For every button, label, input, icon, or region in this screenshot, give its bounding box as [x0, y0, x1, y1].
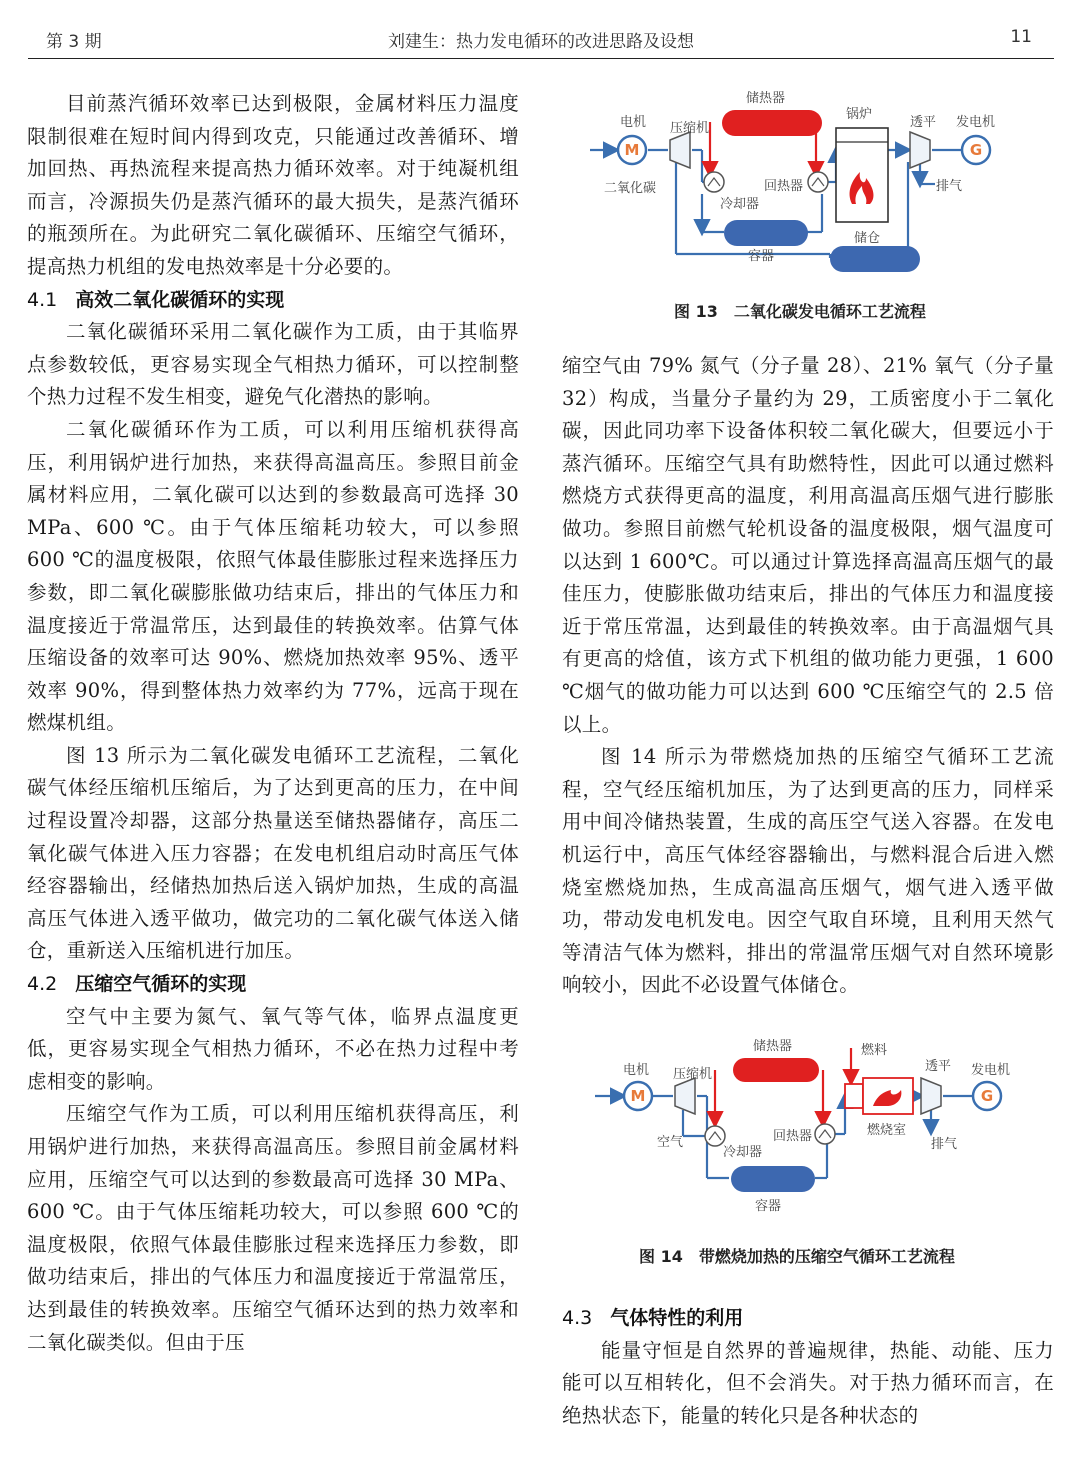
label-compressor: 压缩机: [673, 1067, 713, 1082]
right-column-lower: [562, 1302, 1054, 1432]
page-number: 11: [1010, 27, 1032, 47]
label-regenerator: 回热器: [773, 1129, 813, 1144]
label-motor: 电机: [623, 1063, 650, 1078]
label-container: 容器: [755, 1199, 782, 1214]
section-title: 压缩空气循环的实现: [75, 973, 247, 996]
fig13-cooler-icon: [704, 172, 724, 192]
paragraph: 二氧化碳循环作为工质，可以利用压缩机获得高压，利用锅炉进行加热，来获得高温高压。参照目前金属材料应用，二氧化碳可以达到的参数最高可选择 30 MPa、600 ℃。由于气体压缩耗功较大，可以参照 600 ℃的温度极限，依照气体最佳膨胀过程来选择压力参数，即二氧化碳膨胀做功结束后，排出的气体压力和温度接近于常温常压，达到最佳的转换效率。估算气体压缩设备的效率可达 90%、燃烧加热效率 95%、透平效率 90%，得到整体热力效率约为 77%，远高于现在燃煤机组。: [27, 417, 519, 735]
fig14-cooler-icon: [705, 1126, 725, 1146]
section-heading-4-3: [562, 1302, 1054, 1335]
fig14-regenerator-icon: [815, 1124, 835, 1144]
label-boiler: 锅炉: [846, 107, 873, 122]
issue-number: 第 3 期: [46, 32, 102, 52]
fig14-compressor-icon: [675, 1078, 695, 1114]
fig14-container-tank: [731, 1166, 815, 1192]
fig13-boiler: [836, 128, 888, 222]
fig14-motor: [624, 1082, 652, 1110]
label-fuel: 燃料: [861, 1043, 888, 1058]
label-exhaust: 排气: [931, 1137, 958, 1152]
figure-14-diagram: [595, 1034, 1045, 1224]
fig14-heat-storage-tank: [733, 1058, 819, 1082]
fig13-motor: [618, 136, 646, 164]
fig13-regenerator-icon: [808, 172, 828, 192]
section-title: 高效二氧化碳循环的实现: [75, 288, 285, 311]
paragraph: 图 13 所示为二氧化碳发电循环工艺流程，二氧化碳气体经压缩机压缩后，为了达到更高的压力，在中间过程设置冷却器，这部分热量送至储热器储存，高压二氧化碳气体进入压力容器；在发电机组启动时高压气体经容器输出，经储热加热后送入锅炉加热，生成的高温高压气体进入透平做功，做完功的二氧化碳气体送入储仓，重新送入压缩机进行加压。: [27, 743, 519, 963]
paragraph: 空气中主要为氮气、氧气等气体，临界点温度更低，更容易实现全气相热力循环，不必在热力过程中考虑相变的影响。: [27, 1004, 519, 1093]
figure-14-caption: 图 14 带燃烧加热的压缩空气循环工艺流程: [639, 1247, 955, 1266]
label-heat-storage: 储热器: [746, 91, 786, 106]
figure-13-diagram: [590, 82, 1050, 282]
fig14-combustor: [845, 1078, 913, 1114]
paragraph: 图 14 所示为带燃烧加热的压缩空气循环工艺流程，空气经压缩机加压，为了达到更高的压力，同样采用中间冷储热装置，生成的高压空气送入容器。在发电机运行中，高压气体经容器输出，与燃料混合后进入燃烧室燃烧加热，生成高温高压烟气，烟气进入透平做功，带动发电机发电。因空气取自环境，且利用天然气等清洁气体为燃料，排出的常温常压烟气对自然环境影响较小，因此不必设置气体储仓。: [562, 745, 1054, 997]
section-number: 4.2: [27, 973, 58, 996]
paragraph: 压缩空气作为工质，可以利用压缩机获得高压，利用锅炉进行加热，来获得高温高压。参照目前金属材料应用，压缩空气可以达到的参数最高可选择 30 MPa、600 ℃。由于气体压缩耗功较大，可以参照 600 ℃的温度极限，依照气体最佳膨胀过程来选择压力参数，即做功结束后，排出的气体压力和温度接近于常温常压，达到最佳的转换效率。压缩空气循环达到的热力效率和二氧化碳类似。但由于压: [27, 1102, 519, 1354]
left-column: [27, 88, 519, 1359]
section-number: 4.3: [562, 1307, 593, 1329]
label-exhaust: 排气: [936, 179, 963, 194]
generator-glyph: G: [969, 141, 983, 159]
label-air: 空气: [657, 1135, 684, 1150]
label-turbine: 透平: [910, 115, 937, 130]
label-combustor: 燃烧室: [867, 1123, 907, 1138]
motor-glyph: M: [630, 1087, 646, 1105]
paragraph: 能量守恒是自然界的普遍规律，热能、动能、压力能可以互相转化，但不会消失。对于热力循环而言，在绝热状态下，能量的转化只是各种状态的: [562, 1338, 1054, 1427]
label-generator: 发电机: [971, 1063, 1011, 1078]
fig13-silo-tank: [830, 246, 920, 272]
label-heat-storage: 储热器: [753, 1039, 793, 1054]
right-column: [562, 350, 1054, 1002]
label-regenerator: 回热器: [764, 179, 804, 194]
fig13-turbine-icon: [910, 132, 930, 168]
generator-glyph: G: [980, 1087, 994, 1105]
label-silo: 储仓: [854, 231, 881, 246]
motor-glyph: M: [624, 141, 640, 159]
paragraph: 二氧化碳循环采用二氧化碳作为工质，由于其临界点参数较低，更容易实现全气相热力循环，可以控制整个热力过程不发生相变，避免气化潜热的影响。: [27, 320, 519, 409]
section-heading-4-2: [27, 968, 519, 1001]
running-title: 刘建生：热力发电循环的改进思路及设想: [388, 32, 694, 52]
label-cooler: 冷却器: [720, 197, 760, 212]
label-motor: 电机: [620, 115, 647, 130]
label-generator: 发电机: [956, 115, 996, 130]
section-number: 4.1: [27, 288, 58, 311]
fig13-container-tank: [724, 220, 808, 246]
figure-13-caption: 图 13 二氧化碳发电循环工艺流程: [674, 302, 926, 321]
fig13-compressor-icon: [670, 132, 690, 168]
label-container: 容器: [748, 249, 775, 264]
paragraph: 目前蒸汽循环效率已达到极限，金属材料压力温度限制很难在短时间内得到攻克，只能通过改善循环、增加回热、再热流程来提高热力循环效率。对于纯凝机组而言，冷源损失仍是蒸汽循环的最大损失，是蒸汽循环的瓶颈所在。为此研究二氧化碳循环、压缩空气循环，提高热力机组的发电热效率是十分必要的。: [27, 92, 519, 278]
section-heading-4-1: [27, 284, 519, 317]
fig13-generator: [962, 136, 990, 164]
running-header: [28, 22, 1054, 59]
label-compressor: 压缩机: [670, 121, 710, 136]
fig14-generator: [973, 1082, 1001, 1110]
fig13-heat-storage-tank: [722, 110, 822, 136]
label-co2: 二氧化碳: [604, 181, 657, 196]
paragraph: 缩空气由 79% 氮气（分子量 28）、21% 氧气（分子量 32）构成，当量分子量约为 29，工质密度小于二氧化碳，因此同功率下设备体积较二氧化碳大，但要远小于蒸汽循环。压缩空气具有助燃特性，因此可以通过燃料燃烧方式获得更高的温度，利用高温高压烟气进行膨胀做功。参照目前燃气轮机设备的温度极限，烟气温度可以达到 1 600℃。可以通过计算选择高温高压烟气的最佳压力，使膨胀做功结束后，排出的气体压力和温度接近于常压常温，达到最佳的转换效率。由于高温烟气具有更高的焓值，该方式下机组的做功能力更强，1 600 ℃烟气的做功能力可以达到 600 ℃压缩空气的 2.5 倍以上。: [562, 354, 1054, 736]
label-turbine: 透平: [925, 1059, 952, 1074]
label-cooler: 冷却器: [723, 1145, 763, 1160]
section-title: 气体特性的利用: [610, 1307, 744, 1329]
fig14-turbine-icon: [921, 1078, 941, 1114]
